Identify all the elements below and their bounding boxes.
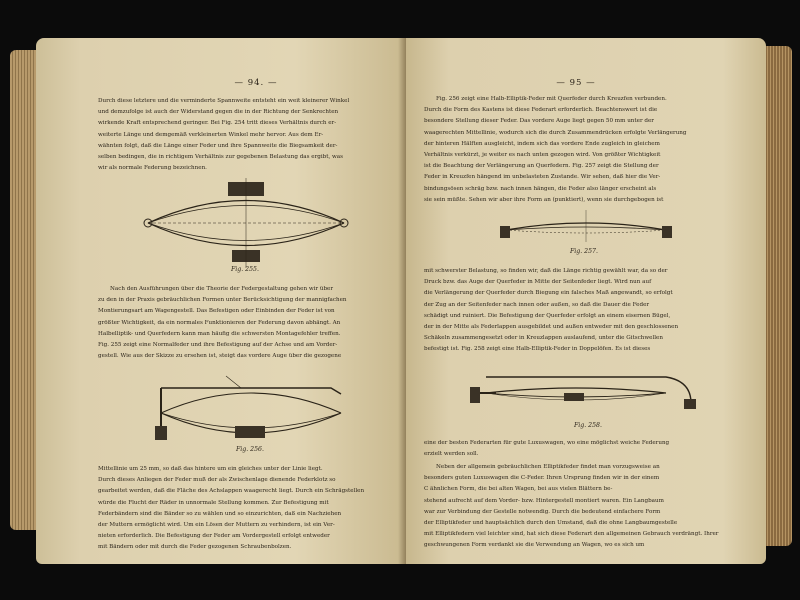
line: gestell. Wie aus der Skizze zu ersehen ist, steigt das vordere Auge über die gezogene <box>98 353 342 360</box>
right-para-4 <box>424 462 724 552</box>
right-page-number: — 95 — <box>556 78 596 88</box>
line: gearbeitet werden, daß die Fläche des Achslappen waagerecht liegt. Durch ein Schrägstellen <box>98 488 365 495</box>
right-para-3 <box>424 438 724 460</box>
figure-255-leaf-spring <box>136 178 356 268</box>
line: der in der Mitte als Federlappen ausgebildet und außen entweder mit den geschlossenen <box>424 324 679 331</box>
line: Schäkeln zusammengesetzt oder in Kreuzlappen auslaufend, unter die Gitschwellen <box>424 335 663 342</box>
line: der Elliptikfeder und hauptsächlich durch den Umstand, daß die ohne Langbaumgestelle <box>424 520 678 527</box>
line: weiterte Länge und demgemäß verkleinerten Winkel mehr hervor. Aus dem Er- <box>98 131 324 138</box>
line: schädigt und ruiniert. Die Befestigung der Querfeder erfolgt an einem eisernen Bügel, <box>424 312 671 319</box>
line: eine der besten Federarten für gute Luxuswagen, wo eine möglichst weiche Federung <box>424 440 670 446</box>
line: besonders guten Luxuswagen die C-Feder. Ihren Ursprung finden wir in der einem <box>424 475 660 482</box>
line: mit Elliptikfedern viel leichter sind, hat sich diese Federart den allgemeinen Gebrauch verdrängt. Ihrer <box>424 531 719 538</box>
line: der hinteren Hälften ausgleicht, indem sich das vordere Ende zugleich in gleichem <box>424 140 660 147</box>
line: erzielt werden soll. <box>424 451 479 458</box>
figure-256-spring-mount <box>141 368 361 448</box>
left-page-number: — 94. — <box>234 78 278 88</box>
line: stehend aufrecht auf dem Vorder- bzw. Hintergestell montiert waren. Ein Langbaum <box>424 497 664 504</box>
line: Federbändern sind die Bänder so zu wählen und so einzurichten, daß ein Nachziehen <box>98 510 342 517</box>
line: mit Bändern oder mit durch die Feder gezogenen Schraubenbolzen. <box>98 544 292 551</box>
line: und demzufolge ist auch der Widerstand gegen die in der Richtung der Senkrechten <box>98 109 339 116</box>
line: Halbelliptik- und Querfedern kann man häufig die schwersten Montagefehler treffen. <box>98 330 341 337</box>
open-book <box>10 38 792 564</box>
line: die Verlängerung der Querfeder durch Biegung ein falsches Maß angewandt, so erfolgt <box>424 290 673 297</box>
figure-258-double-spring <box>466 363 706 423</box>
line: wähnten folgt, daß die Länge einer Feder und ihre Spannweite die Biegsamkeit der- <box>98 142 338 149</box>
line: Druck bzw. das Auge der Querfeder in Mitte der Seitenfeder liegt. Wird nun auf <box>424 279 652 286</box>
line: Durch die Form des Kastens ist diese Federart erforderlich. Beachtenswert ist die <box>424 107 658 114</box>
line: wir als normale Federung bezeichnen. <box>98 165 207 172</box>
line: Neben der allgemein gebräuchlichen Elliptikfeder findet man vorzugsweise an <box>436 464 660 470</box>
line: sie sein müßte. Sehen wir aber ihre Form an (punktiert), wenn sie durchgebogen ist <box>424 196 664 203</box>
line: zu den in der Praxis gebräuchlichen Formen unter Berücksichtigung der mannigfachen <box>98 297 347 304</box>
right-para-1 <box>424 94 724 206</box>
line: mit schwerster Belastung, so finden wir, daß die Länge richtig gewählt war, da so der <box>424 268 668 274</box>
line: Nach den Ausführungen über die Theorie der Federgestaltung gehen wir über <box>110 286 334 292</box>
line: Durch dieses Anliegen der Feder muß der als Zwischenlage dienende Federklotz so <box>98 477 336 484</box>
figure-255-caption: Fig. 255. <box>231 266 259 273</box>
line: Montierungsart am Wagengestell. Das Befestigen oder Einbinden der Feder ist von <box>98 308 335 315</box>
left-para-2 <box>98 284 398 362</box>
line: besondere Stellung dieser Feder. Das vordere Auge liegt gegen 50 mm unter der <box>424 118 654 125</box>
line: waagerechten Mittellinie, wodurch sich die durch Zusammendrücken erfolgte Verlängerung <box>424 129 687 136</box>
line: selben bedingen, die in richtigem Verhältnis zur gegebenen Belastung das ergibt, was <box>98 154 344 161</box>
figure-258-caption: Fig. 258. <box>574 422 602 429</box>
line: der Zug an der Seitenfeder nach innen oder außen, so daß die Dauer die Feder <box>424 301 650 308</box>
figure-257-caption: Fig. 257. <box>570 248 598 255</box>
line: würde die Flucht der Räder in unnormale Stellung kommen. Zur Befestigung mit <box>98 499 329 506</box>
right-para-2 <box>424 266 724 356</box>
figure-256-caption: Fig. 256. <box>236 446 264 453</box>
line: C ähnlichen Form, die bei alten Wagen, bei aus vielen Blättern be- <box>424 486 613 493</box>
line: größter Wichtigkeit, da ein normales Funktionieren der Federung davon abhängt. An <box>98 319 341 326</box>
left-para-3 <box>98 464 398 554</box>
line: war zur Verbindung der Gestelle notwendig. Durch die bedeutend einfachere Form <box>424 508 661 515</box>
line: geschwungenen Form verdankt sie die Verwendung an Wagen, wo es sich um <box>424 542 645 549</box>
line: Fig. 255 zeigt eine Normalfeder und ihre Befestigung auf der Achse und am Vorder- <box>98 342 338 349</box>
line: Feder in Kreuzfen hängend im unbelasteten Zustande. Wir sehen, daß hier die Ver- <box>424 174 661 181</box>
line: Fig. 256 zeigt eine Halb-Elliptik-Feder mit Querfeder durch Kreuzfen verbunden. <box>436 96 667 102</box>
line: bindungsösen schräg bzw. nach innen hängen, die Feder also länger erscheint als <box>424 185 657 192</box>
page-edges-right <box>762 46 792 546</box>
line: Durch diese letztere und die verminderte Spannweite entsteht ein weit kleinerer Winkel <box>98 98 350 104</box>
right-page <box>406 38 766 564</box>
left-page <box>36 38 406 564</box>
line: der Muttern ermöglicht wird. Um ein Lösen der Muttern zu verhindern, ist ein Ver- <box>98 522 335 529</box>
line: Mittellinie um 25 mm, so daß das hintere um ein gleiches unter der Linie liegt. <box>98 466 323 472</box>
line: nieten erforderlich. Die Befestigung der Feder am Vordergestell erfolgt entweder <box>98 533 330 540</box>
line: befestigt ist. Fig. 258 zeigt eine Halb-Elliptik-Feder in Doppelöfen. Es ist dieses <box>424 346 651 353</box>
line: wirkende Kraft entsprechend geringer. Bei Fig. 254 tritt dieses Verhältnis durch er- <box>98 120 337 127</box>
line: ist die Beachtung der Verlängerung an Querfedern. Fig. 257 zeigt die Stellung der <box>424 163 659 170</box>
figure-257-cross-spring <box>496 206 676 246</box>
line: Verhältnis verkürzt, je weiter es nach unten gezogen wird. Von größter Wichtigkeit <box>424 152 661 159</box>
left-para-1 <box>98 96 398 174</box>
